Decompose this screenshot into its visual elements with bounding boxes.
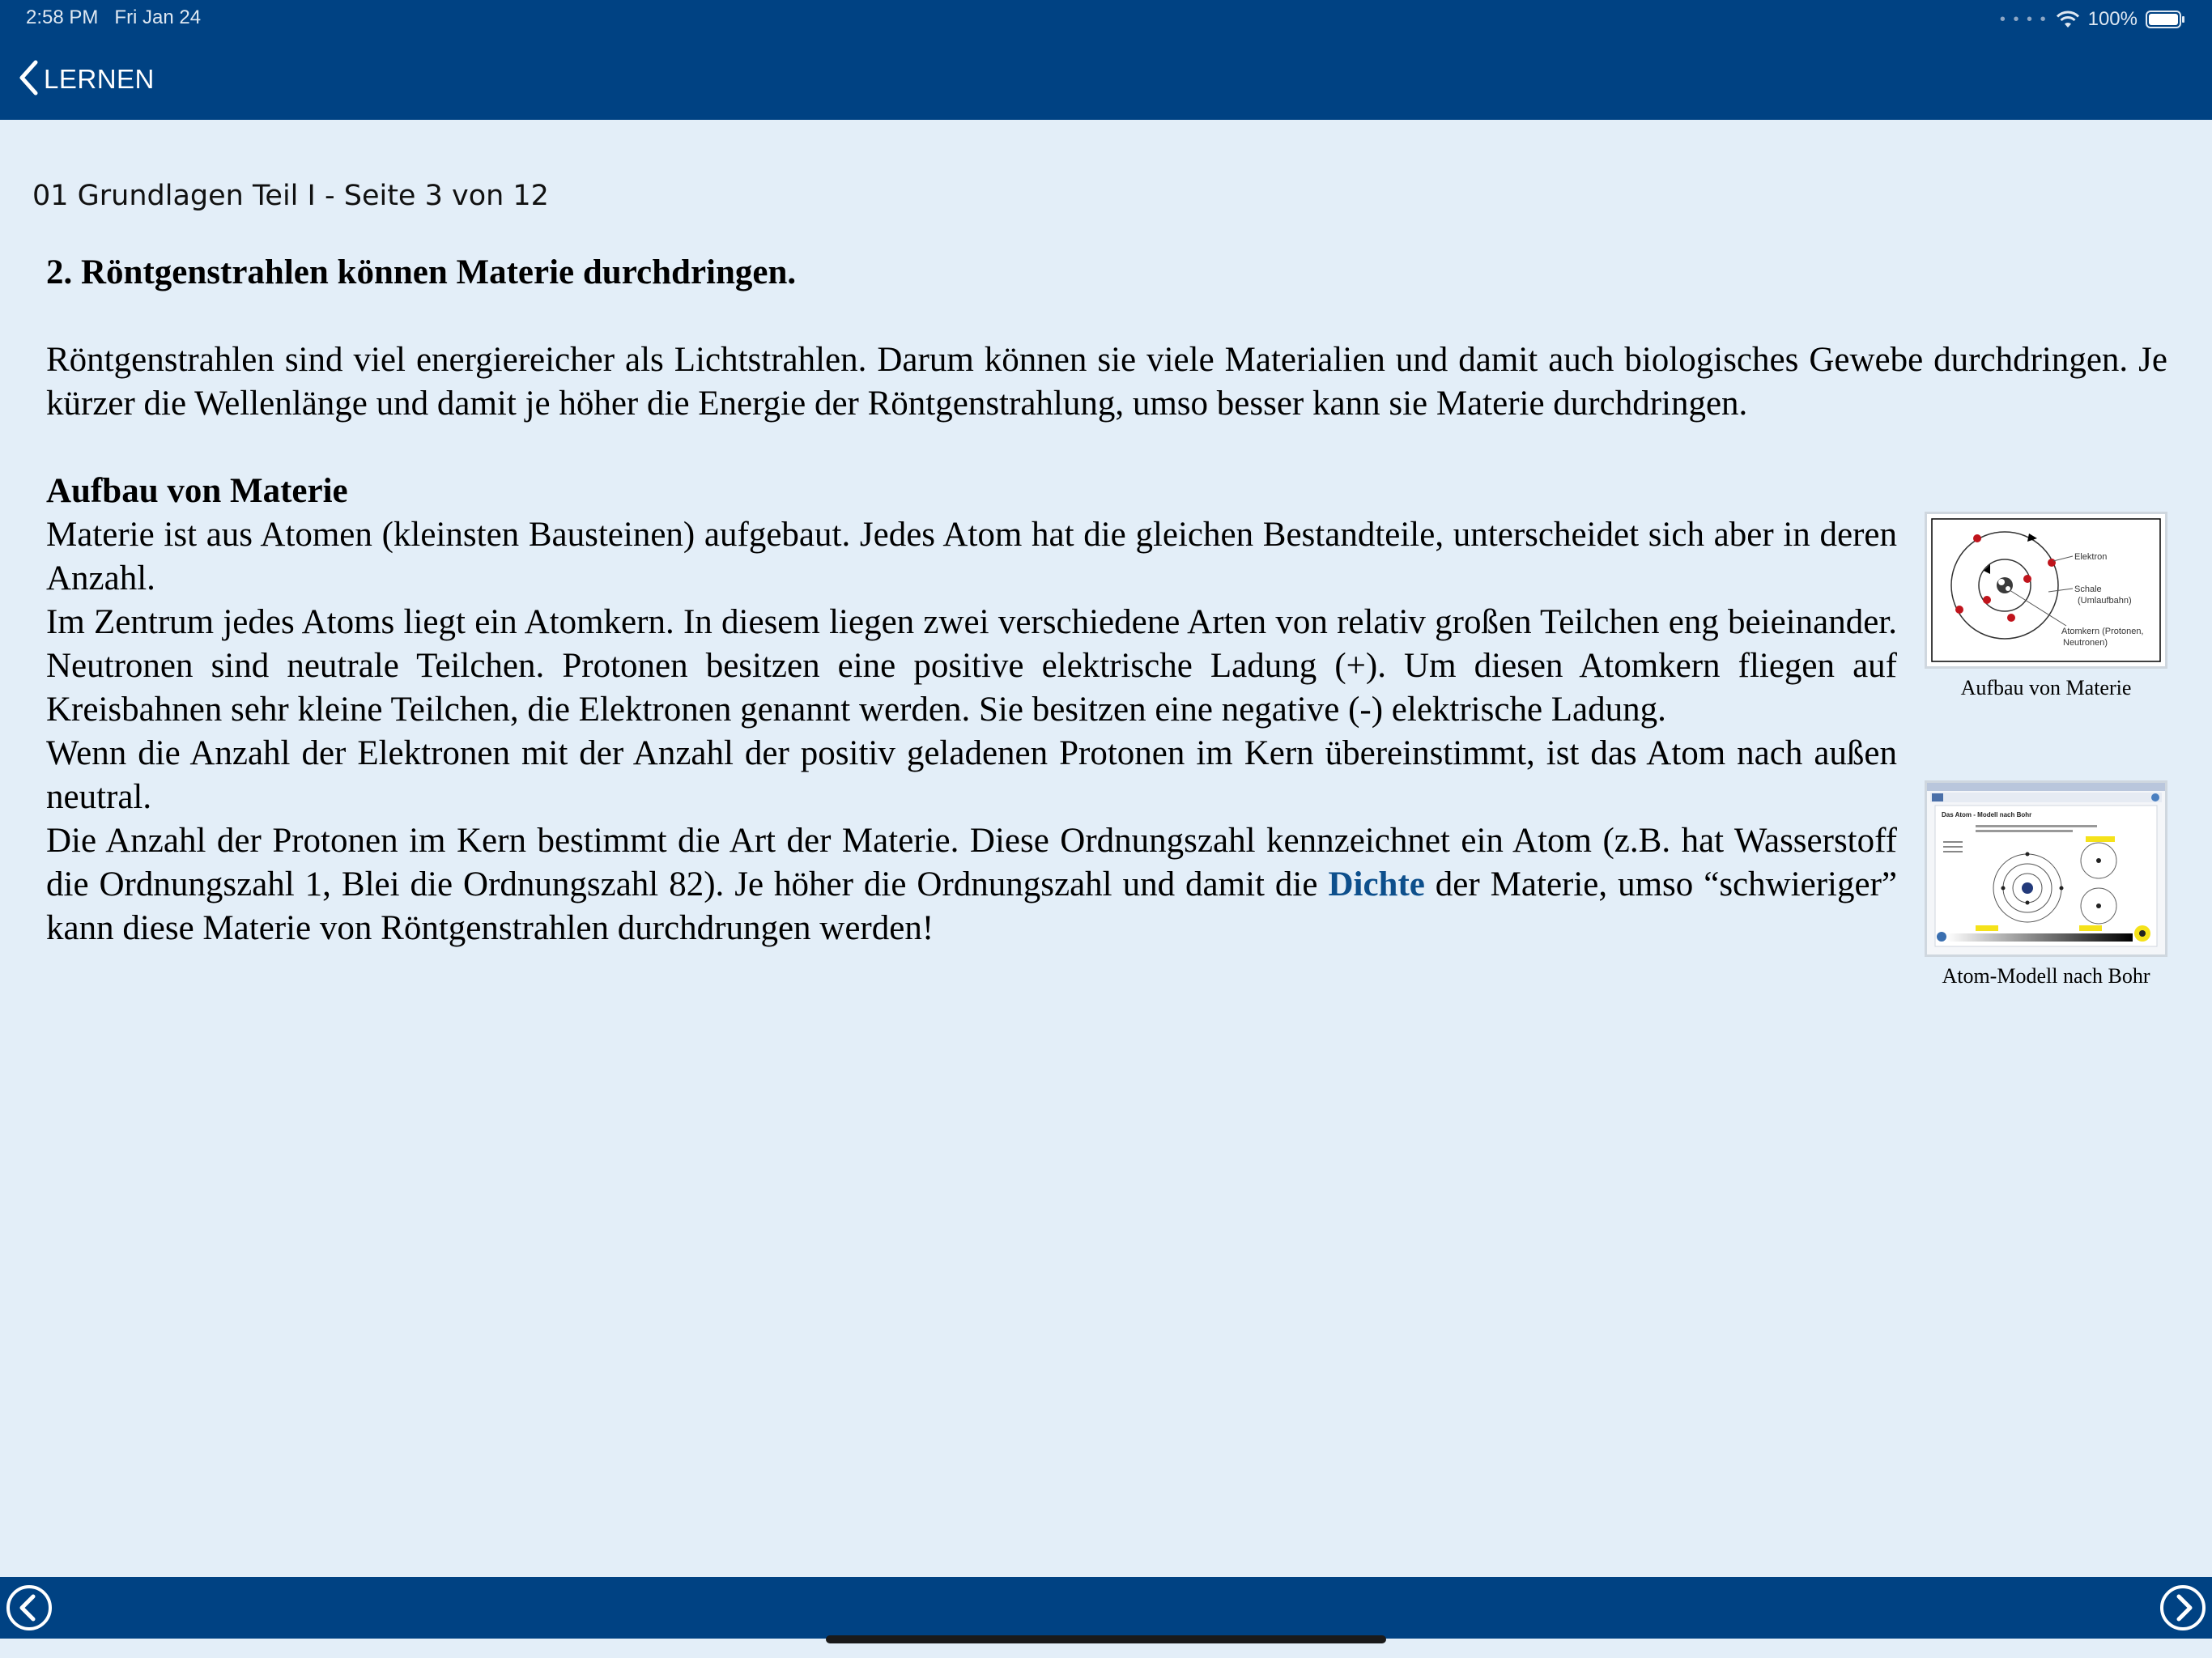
figure-caption-bohr: Atom-Modell nach Bohr bbox=[1942, 964, 2150, 988]
section-title: Aufbau von Materie bbox=[46, 472, 348, 510]
ordnungszahl-text-after: der Materie, umso “schwieriger” kann diese Materie von Röntgenstrahlen durchdrungen werden! bbox=[46, 865, 1897, 947]
status-indicators bbox=[2000, 5, 2186, 34]
atom-diagram-image bbox=[1925, 512, 2167, 669]
article-heading: 2. Röntgenstrahlen können Materie durchdringen. bbox=[46, 253, 797, 291]
circle-chevron-left-icon bbox=[5, 1622, 53, 1635]
next-page-button[interactable] bbox=[2159, 1584, 2207, 1632]
paragraph-atomkern: Im Zentrum jedes Atoms liegt ein Atomkern. In diesem liegen zwei verschiedene Arten von relativ großen Teilchen eng beieinander. Neutronen sind neutrale Teilchen. Protonen besitzen eine positive elektrische Ladung (+). Um diesen Atomkern fliegen auf Kreisbahnen sehr kleine Teilchen, die Elektronen genannt werden. Sie besitzen eine negative (-) elektrische Ladung. bbox=[46, 603, 1897, 729]
intro-paragraph: Röntgenstrahlen sind viel energiereicher als Lichtstrahlen. Darum können sie viele Materialien und damit auch biologisches Gewebe durchdringen. Je kürzer die Wellenlänge und damit je höher die Energie der Röntgenstrahlung, umso besser kann sie Materie durchdringen. bbox=[46, 341, 2167, 423]
wifi-icon bbox=[2056, 10, 2080, 29]
previous-page-button[interactable] bbox=[5, 1584, 53, 1632]
status-time-text: 2:58 PM bbox=[26, 6, 99, 28]
label-elektron: Elektron bbox=[2074, 552, 2108, 562]
label-atomkern: Atomkern (Protonen, bbox=[2061, 627, 2144, 636]
paragraph-neutral: Wenn die Anzahl der Elektronen mit der Anzahl der positiv geladenen Protonen im Kern übereinstimmt, ist das Atom nach außen neutral. bbox=[46, 734, 1897, 816]
home-indicator[interactable] bbox=[826, 1635, 1386, 1643]
ordnungszahl-text-before: Die Anzahl der Protonen im Kern bestimmt die Art der Materie. Diese Ordnungszahl kennzeichnet ein Atom (z.B. hat Wasserstoff die Ordnungszahl 1, Blei die Ordnungszahl 82). Je höher die Ordnungszahl und damit die bbox=[46, 822, 1897, 903]
chevron-left-icon bbox=[18, 60, 39, 100]
bottom-bar bbox=[0, 1577, 2212, 1639]
article-content bbox=[46, 251, 2167, 991]
circle-chevron-right-icon bbox=[2159, 1622, 2207, 1635]
label-umlaufbahn: (Umlaufbahn) bbox=[2078, 596, 2132, 606]
page-indicator: 01 Grundlagen Teil I - Seite 3 von 12 bbox=[32, 180, 549, 212]
top-bar bbox=[0, 0, 2212, 120]
status-time bbox=[26, 6, 201, 29]
figure-caption-aufbau: Aufbau von Materie bbox=[1960, 676, 2132, 699]
dichte-link[interactable]: Dichte bbox=[1328, 865, 1425, 903]
paragraph-ordnungszahl bbox=[46, 819, 2167, 950]
back-button-label: LERNEN bbox=[44, 64, 155, 94]
paragraph-atoms: Materie ist aus Atomen (kleinsten Bausteinen) aufgebaut. Jedes Atom hat die gleichen Bestandteile, unterscheidet sich aber in deren Anzahl. bbox=[46, 516, 1897, 597]
battery-icon bbox=[2146, 10, 2186, 29]
status-date-text: Fri Jan 24 bbox=[114, 6, 202, 28]
bohr-model-screenshot bbox=[1925, 780, 2167, 957]
figure-aufbau[interactable] bbox=[1925, 512, 2167, 703]
battery-percent: 100% bbox=[2087, 8, 2138, 30]
bohr-inner-title: Das Atom - Modell nach Bohr bbox=[1942, 811, 2032, 818]
figure-bohr[interactable] bbox=[1925, 780, 2167, 991]
label-neutronen: Neutronen) bbox=[2063, 638, 2108, 648]
signal-dots-icon: • • • • bbox=[1999, 10, 2048, 28]
label-schale: Schale bbox=[2074, 585, 2102, 594]
figure-column bbox=[1925, 512, 2167, 991]
back-button[interactable] bbox=[18, 57, 155, 102]
